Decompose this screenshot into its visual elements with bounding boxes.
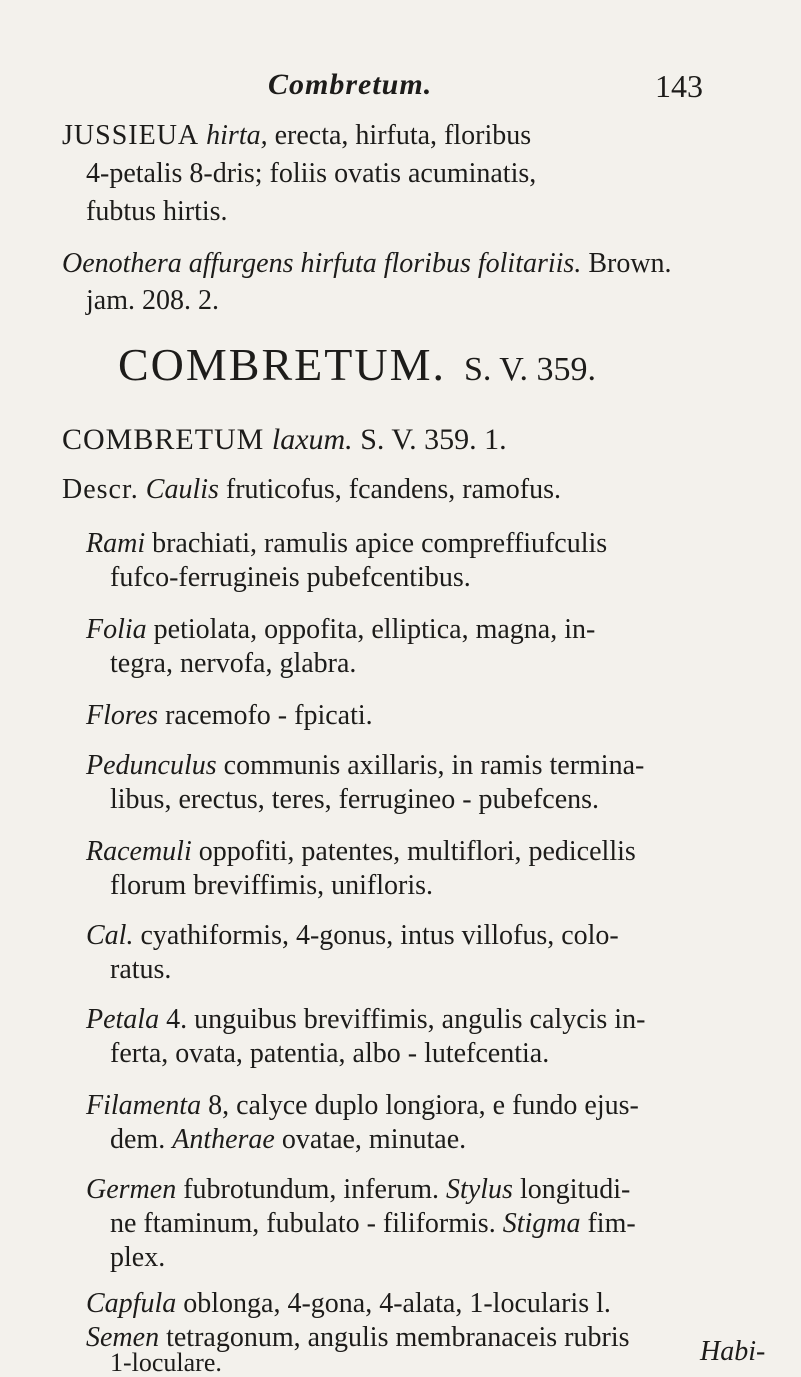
- term-text: oblonga, 4-gona, 4-alata, 1-locularis l.: [176, 1288, 611, 1319]
- description-line: [62, 472, 561, 508]
- term: Stigma: [502, 1208, 581, 1239]
- description-line: [86, 918, 619, 954]
- genus-name: JUSSIEUA: [62, 120, 200, 151]
- entry-line: 4-petalis 8-dris; foliis ovatis acuminatis,: [86, 158, 537, 189]
- term: Rami: [86, 528, 146, 559]
- genus-heading-ref: S. V. 359.: [463, 351, 596, 388]
- term-text: longitudi-: [512, 1174, 631, 1205]
- running-head-title: Combretum.: [268, 68, 433, 101]
- diagnosis-text: erecta, hirfuta, floribus: [267, 120, 532, 151]
- term: Folia: [86, 614, 147, 645]
- species-epithet: hirta,: [206, 120, 268, 151]
- synonym-reference: jam. 208. 2.: [86, 285, 219, 316]
- term: Stylus: [446, 1174, 513, 1205]
- term-text: fubrotundum, inferum.: [176, 1174, 447, 1205]
- catchword: Habi-: [700, 1336, 766, 1367]
- species-epithet: laxum.: [271, 423, 353, 456]
- description-line: [86, 748, 644, 784]
- term-text: fruticofus, fcandens, ramofus.: [218, 474, 562, 505]
- entry-line: [62, 118, 531, 154]
- synonym-name: Oenothera affurgens hirfuta floribus folitariis.: [62, 248, 582, 279]
- term-text: 8, calyce duplo longiora, e fundo ejus-: [201, 1090, 639, 1121]
- species-genus: COMBRETUM: [62, 423, 265, 456]
- description-line: [86, 698, 373, 734]
- description-cont: ferta, ovata, patentia, albo - lutefcentia.: [110, 1038, 550, 1069]
- description-cont: tegra, nervofa, glabra.: [110, 648, 357, 679]
- description-cont: florum breviffimis, unifloris.: [110, 870, 433, 901]
- synonym-author: Brown.: [581, 248, 672, 279]
- species-ref: S. V. 359. 1.: [352, 423, 507, 456]
- description-line: [86, 526, 607, 562]
- term-text: petiolata, oppofita, elliptica, magna, in-: [146, 614, 596, 645]
- term-text: cyathiformis, 4-gonus, intus villofus, colo-: [133, 920, 619, 951]
- synonym-line: [62, 246, 672, 282]
- page-number: 143: [655, 68, 703, 104]
- description-line: [86, 1172, 630, 1208]
- entry-line: fubtus hirtis.: [86, 196, 228, 227]
- term-text: communis axillaris, in ramis termina-: [216, 750, 645, 781]
- cont-text: fim-: [580, 1208, 636, 1239]
- genus-heading: [118, 338, 596, 391]
- term-text: brachiati, ramulis apice compreffiufculis: [145, 528, 608, 559]
- term: Semen: [86, 1322, 160, 1353]
- term: Caulis: [145, 474, 219, 505]
- term: Antherae: [172, 1124, 275, 1155]
- term: Cal.: [86, 920, 134, 951]
- description-cont: libus, erectus, teres, ferrugineo - pubefcens.: [110, 784, 600, 815]
- descr-label: Descr.: [62, 474, 139, 505]
- description-cont: 1-loculare.: [110, 1348, 222, 1377]
- term-text: 4. unguibus breviffimis, angulis calycis in-: [159, 1004, 646, 1035]
- description-line: [86, 834, 636, 870]
- term: Flores: [86, 700, 159, 731]
- term: Pedunculus: [86, 750, 217, 781]
- description-cont: [110, 1348, 222, 1377]
- cont-text: ne ftaminum, fubulato - filiformis.: [110, 1208, 503, 1239]
- cont-text: dem.: [110, 1124, 173, 1155]
- term-text: tetragonum, angulis membranaceis rubris: [159, 1322, 630, 1353]
- description-cont: fufco-ferrugineis pubefcentibus.: [110, 562, 471, 593]
- description-cont: ratus.: [110, 954, 172, 985]
- description-cont: plex.: [110, 1242, 166, 1273]
- description-line: [86, 1002, 645, 1038]
- running-head: [0, 68, 801, 108]
- species-header: [62, 422, 507, 458]
- genus-heading-name: COMBRETUM.: [118, 339, 446, 390]
- term: Germen: [86, 1174, 177, 1205]
- term-text: racemofo - fpicati.: [158, 700, 373, 731]
- cont-text: ovatae, minutae.: [274, 1124, 467, 1155]
- description-line: [86, 612, 595, 648]
- description-line: [86, 1286, 611, 1322]
- description-line: [86, 1088, 639, 1124]
- term: Racemuli: [86, 836, 192, 867]
- term: Petala: [86, 1004, 160, 1035]
- term: Filamenta: [86, 1090, 202, 1121]
- description-cont: [110, 1122, 466, 1158]
- term-text: oppofiti, patentes, multiflori, pedicellis: [191, 836, 636, 867]
- description-cont: [110, 1206, 636, 1242]
- term: Capfula: [86, 1288, 177, 1319]
